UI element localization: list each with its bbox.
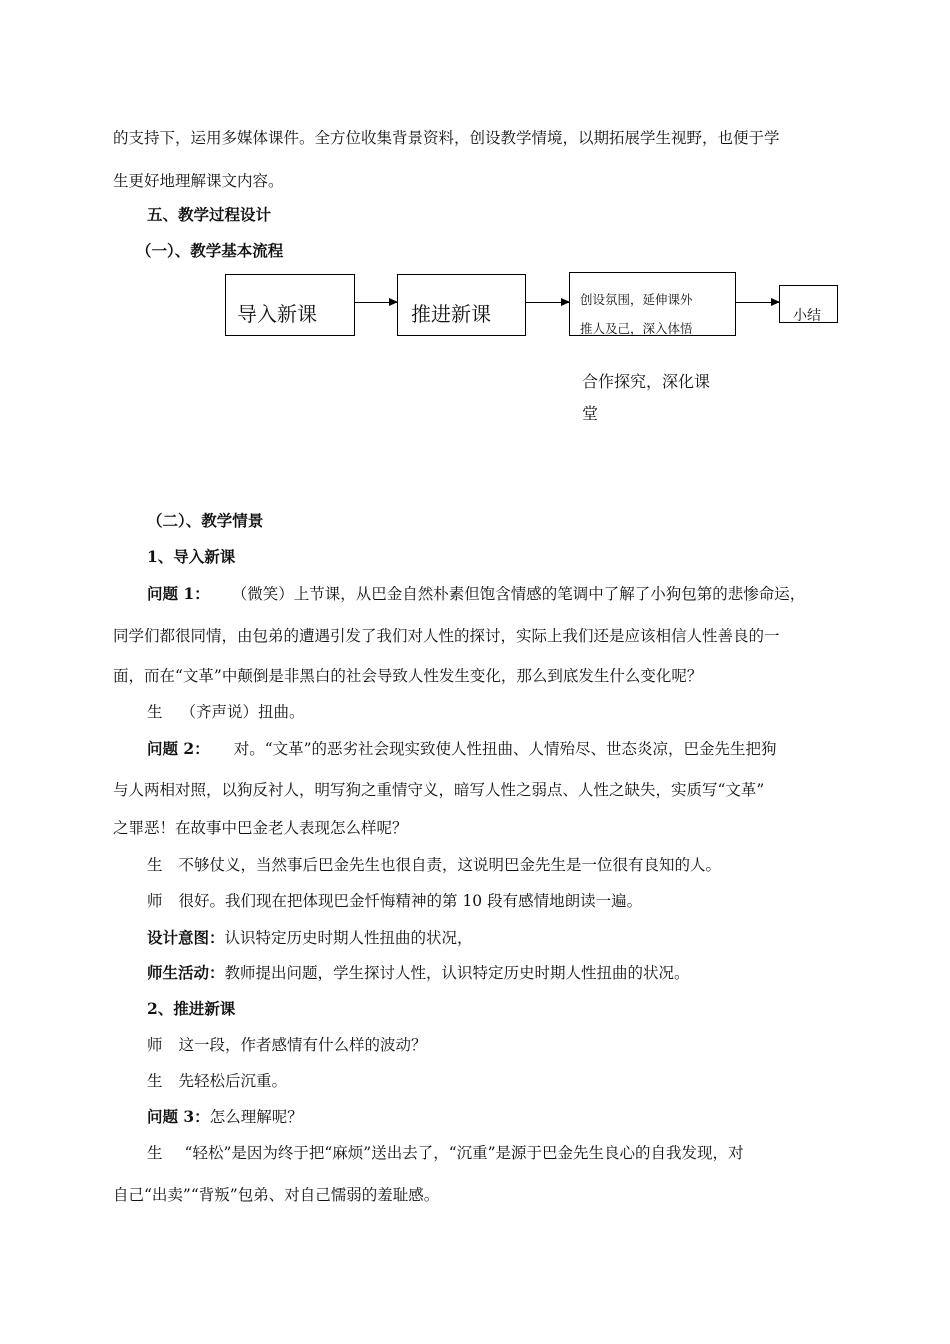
flow-box-summary [779,285,838,323]
speech-text: 先轻松后沉重。 [178,1072,288,1090]
question-text: （微笑）上节课，从巴金自然朴素但饱含情感的笔调中了解了小狗包第的悲惨命运， [231,585,806,603]
paragraph-line: 生更好地理解课文内容。 [113,172,284,190]
speaker-label: 生 [147,1072,163,1090]
activity-label: 师生活动： [147,963,225,982]
flow-box-label: 导入新课 [237,302,317,326]
flow-box-label: 推进新课 [411,302,491,326]
speaker-label: 生 [147,703,163,721]
flow-note: 合作探究，深化课 [582,372,711,391]
question-text: 对。“文革”的恶劣社会现实致使人性扭曲、人情殆尽、世态炎凉，巴金先生把狗 [233,740,777,758]
flow-box-advance [397,274,526,336]
question-3 [147,1107,877,1127]
question-text: 怎么理解呢？ [209,1108,303,1126]
teacher-line [147,1035,877,1055]
flow-arrow [736,302,779,303]
part-heading: 1、导入新课 [147,547,236,566]
paragraph-line: 同学们都很同情，由包弟的遭遇引发了我们对人性的探讨，实际上我们还是应该相信人性善良的一 [113,627,780,645]
activity-text: 教师提出问题，学生探讨人性，认识特定历史时期人性扭曲的状况。 [224,964,690,982]
design-label: 设计意图： [147,928,225,947]
student-line [147,855,877,875]
flow-box-import [225,274,355,336]
question-label: 问题 1： [147,584,210,603]
question-label: 问题 2： [147,739,210,758]
student-line [147,1071,877,1091]
speech-text: （齐声说）扭曲。 [180,703,305,721]
part-heading: 2、推进新课 [147,999,236,1018]
question-2 [147,739,877,759]
student-line [147,702,877,722]
paragraph-line: 面，而在“文革”中颠倒是非黑白的社会导致人性发生变化，那么到底发生什么变化呢？ [113,667,703,685]
speaker-label: 生 [147,856,163,874]
paragraph-line: 的支持下，运用多媒体课件。全方位收集背景资料，创设教学情境，以期拓展学生视野，也便于学 [113,129,780,147]
speech-text: 不够仗义，当然事后巴金先生也很自责，这说明巴金先生是一位很有良知的人。 [178,856,722,874]
question-1 [147,584,877,604]
design-intent [147,928,877,948]
speech-text: 这一段，作者感情有什么样的波动？ [178,1036,427,1054]
speech-text: 很好。我们现在把体现巴金忏悔精神的第 10 段有感情地朗读一遍。 [178,892,643,910]
paragraph-line: 之罪恶！在故事中巴金老人表现怎么样呢？ [113,819,408,837]
section-heading: 五、教学过程设计 [147,205,272,224]
subsection-heading: （一）、教学基本流程 [136,241,284,260]
paragraph-line: 与人两相对照，以狗反衬人，明写狗之重情守义，暗写人性之弱点、人性之缺失，实质写“文革” [113,781,765,799]
design-text: 认识特定历史时期人性扭曲的状况， [224,929,473,947]
teacher-line [147,891,877,911]
flow-box-label: 小结 [793,308,821,324]
question-label: 问题 3： [147,1107,210,1126]
teacher-student-activity [147,963,877,983]
paragraph-line: 自己“出卖”“背叛”包弟、对自己懦弱的羞耻感。 [113,1186,440,1204]
speaker-label: 师 [147,1036,163,1054]
speech-text: “轻松”是因为终于把“麻烦”送出去了，“沉重”是源于巴金先生良心的自我发现，对 [184,1144,744,1162]
flow-box-label: 推人及己，深入体悟 [580,321,693,336]
subsection-heading: （二）、教学情景 [147,511,264,530]
flow-arrow [526,302,569,303]
flow-arrow [355,302,397,303]
flow-box-deepen [569,272,736,336]
speaker-label: 师 [147,892,163,910]
flow-box-label: 创设氛围，延伸课外 [580,292,693,307]
speaker-label: 生 [147,1144,163,1162]
flow-note: 堂 [582,404,599,423]
student-line [147,1143,877,1163]
